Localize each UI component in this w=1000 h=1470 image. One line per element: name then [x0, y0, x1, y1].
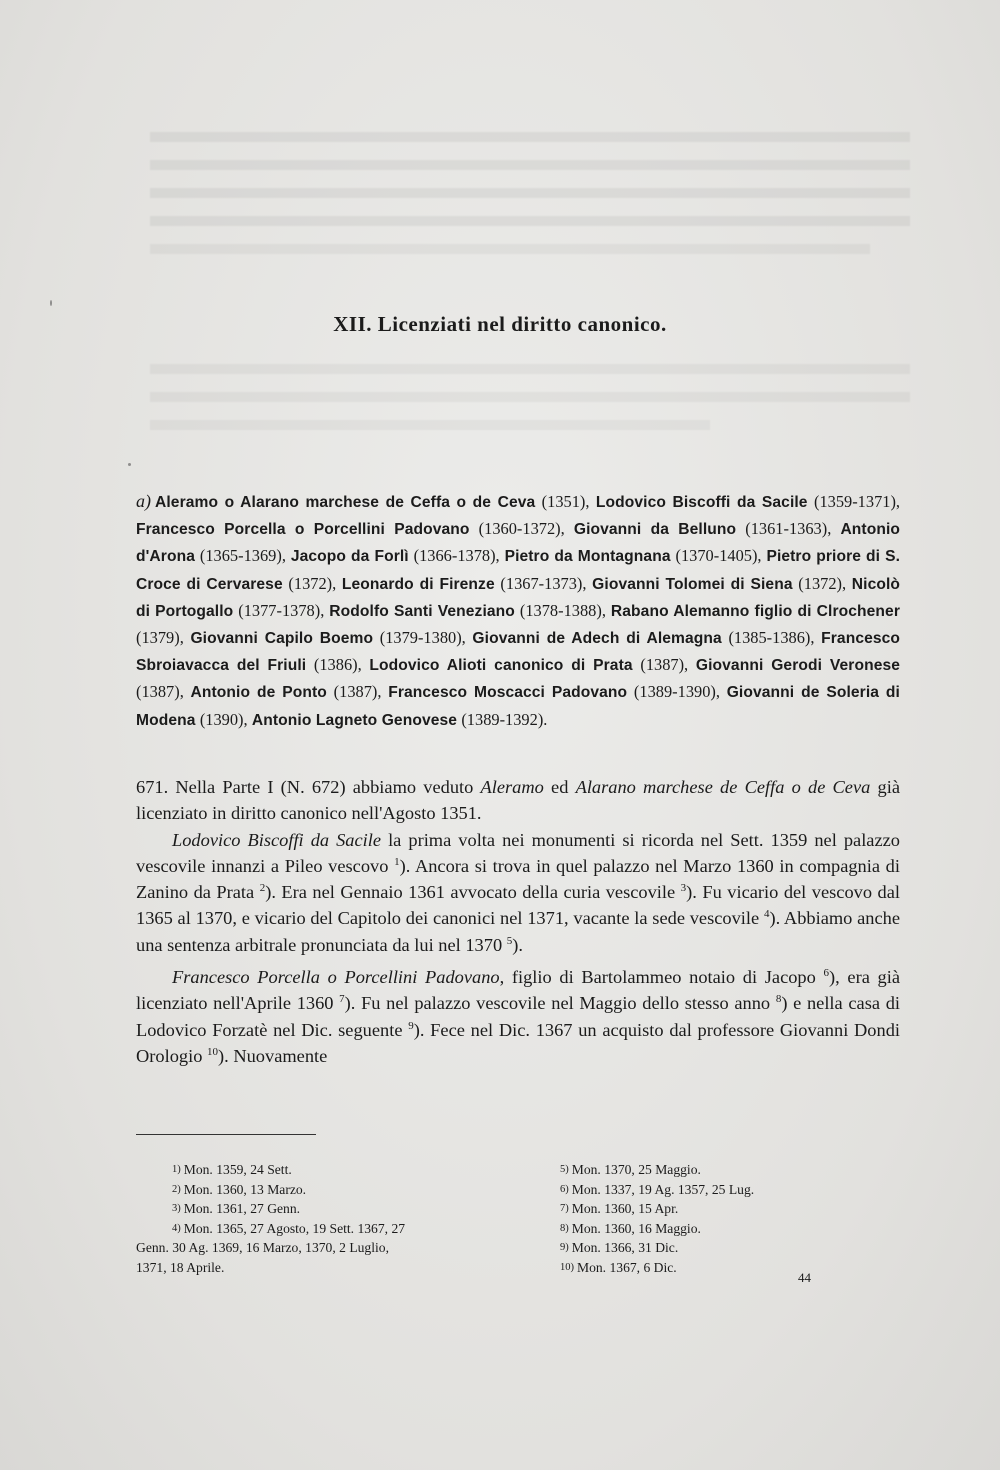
- licentiate-dates: (1387),: [136, 682, 184, 702]
- licentiate-dates: (1387),: [640, 655, 689, 675]
- licentiate-name: Antonio de Ponto: [190, 684, 327, 702]
- text-run: ), era già licenziato nell'Aprile 1360: [136, 967, 901, 1014]
- licentiate-dates: (1360-1372),: [478, 519, 565, 539]
- italic-name: Lodovico Biscoffi da Sacile: [172, 829, 382, 850]
- footnote: [136, 1180, 506, 1200]
- licentiate-name: Giovanni de Soleria di Modena: [136, 684, 900, 729]
- licentiate-name: Leonardo di Firenze: [341, 575, 495, 593]
- footnote-text: Mon. 1365, 27 Agosto, 19 Sett. 1367, 27: [183, 1220, 406, 1236]
- text-run: ). Ancora si trova in quel palazzo nel Marzo 1360 in compagnia di Zanino da Prata: [136, 855, 900, 903]
- licentiate-name: Lodovico Alioti canonico di Prata: [369, 657, 633, 675]
- footnote-text: Mon. 1370, 25 Maggio.: [571, 1162, 701, 1177]
- footnote-text: Mon. 1361, 27 Genn.: [183, 1201, 301, 1217]
- italic-name: Aleramo: [480, 777, 544, 797]
- licentiate-dates: (1377-1378),: [238, 600, 325, 620]
- footnote: [136, 1160, 506, 1180]
- text-run: 671. Nella Parte I (N. 672) abbiamo veduto: [136, 777, 481, 797]
- licentiate-name: Giovanni da Belluno: [573, 521, 737, 539]
- footnote: [136, 1219, 506, 1239]
- footnote: [560, 1199, 840, 1219]
- text-run: , figlio di Bartolammeo notaio di Jacopo: [499, 967, 824, 988]
- footnote-text: Mon. 1360, 13 Marzo.: [183, 1181, 307, 1197]
- text-run: già licenziato in diritto canonico nell'Agosto 1351.: [136, 777, 900, 824]
- footnote-ref[interactable]: 7: [339, 993, 345, 1006]
- footnote: [560, 1180, 840, 1200]
- licentiate-name: Francesco Porcella o Porcellini Padovano: [136, 521, 470, 539]
- footnote-number: 9): [560, 1242, 569, 1254]
- licentiate-name: Rodolfo Santi Veneziano: [329, 602, 515, 620]
- text-run: ) e nella casa di Lodovico Forzatè nel Dic. seguente: [136, 993, 900, 1040]
- footnote-ref[interactable]: 4: [763, 908, 770, 921]
- licentiate-name: Giovanni Capilo Boemo: [190, 630, 374, 648]
- licentiate-dates: (1372),: [288, 573, 337, 593]
- list-label: a): [136, 491, 151, 511]
- bleed-through-2: [150, 350, 910, 450]
- footnote-number: 10): [560, 1261, 574, 1273]
- italic-name: Francesco Porcella o Porcellini Padovano: [172, 967, 500, 988]
- footnote-text: Mon. 1359, 24 Sett.: [183, 1162, 292, 1177]
- footnote-text: Mon. 1360, 16 Maggio.: [571, 1220, 701, 1236]
- paragraph-671: [136, 774, 900, 827]
- licentiate-dates: (1385-1386),: [728, 628, 815, 648]
- footnote-ref[interactable]: 8: [775, 993, 782, 1006]
- footnote: [136, 1238, 506, 1258]
- footnote-number: 4): [172, 1222, 181, 1234]
- text-run: ). Fu nel palazzo vescovile nel Maggio dello stesso anno: [344, 993, 776, 1014]
- licentiate-dates: (1366-1378),: [413, 546, 500, 566]
- licentiate-name: Giovanni Gerodi Veronese: [695, 657, 901, 675]
- section-heading: XII. Licenziati nel diritto canonico.: [333, 312, 667, 336]
- licentiate-name: Rabano Alemanno figlio di Clrochener: [610, 602, 900, 620]
- licentiate-dates: (1367-1373),: [500, 573, 587, 593]
- footnote-ref[interactable]: 9: [408, 1019, 414, 1032]
- footnote: [136, 1258, 506, 1278]
- licentiate-dates: (1379),: [136, 628, 184, 648]
- paragraph-biscoffi: [136, 827, 900, 958]
- body-text: [136, 774, 900, 1069]
- licentiate-name: Antonio Lagneto Genovese: [251, 711, 458, 729]
- licentiate-name: Lodovico Biscoffi da Sacile: [595, 494, 808, 511]
- licentiate-name: Pietro priore di S. Croce di Cervarese: [136, 548, 901, 593]
- footnote-number: 6): [560, 1183, 569, 1195]
- footnote: [560, 1238, 840, 1258]
- licentiate-dates: (1372),: [798, 573, 847, 593]
- licentiate-dates: (1386),: [313, 655, 362, 675]
- footnote-ref[interactable]: 10: [207, 1045, 219, 1058]
- footnote: [560, 1160, 840, 1180]
- licentiate-dates: (1351),: [541, 492, 590, 511]
- footnotes-right: [560, 1160, 840, 1278]
- licentiate-name: Jacopo da Forlì: [290, 548, 409, 566]
- text-run: ). Era nel Gennaio 1361 avvocato della curia vescovile: [265, 882, 681, 903]
- footnote-ref[interactable]: 3: [680, 882, 687, 895]
- footnote-text: Genn. 30 Ag. 1369, 16 Marzo, 1370, 2 Luglio,: [136, 1240, 389, 1256]
- licentiate-dates: (1389-1390),: [633, 682, 720, 702]
- licentiate-dates: (1361-1363),: [745, 519, 832, 539]
- text-run: ). Abbiamo anche una sentenza arbitrale pronunciata da lui nel 1370: [136, 908, 900, 955]
- footnotes-left: [136, 1160, 506, 1278]
- footnote-number: 1): [172, 1164, 181, 1175]
- bleed-through: [150, 120, 910, 290]
- footnote-ref[interactable]: 1: [394, 855, 400, 868]
- licentiate-name: Francesco Sbroiavacca del Friuli: [136, 630, 901, 675]
- footnote-divider: [136, 1134, 316, 1135]
- licentiate-dates: (1378-1388),: [519, 600, 606, 620]
- text-run: ed: [543, 777, 576, 797]
- licentiate-dates: (1390),: [199, 709, 248, 729]
- licentiate-dates: (1387),: [333, 682, 382, 702]
- licentiate-dates: (1389-1392).: [461, 709, 548, 729]
- licentiate-name: Giovanni Tolomei di Siena: [592, 575, 793, 593]
- paragraph-porcella: [136, 964, 900, 1069]
- footnote-ref[interactable]: 2: [259, 882, 266, 895]
- licentiate-name: Antonio d'Arona: [136, 521, 901, 566]
- footnote-number: 5): [560, 1164, 569, 1175]
- licentiate-name: Francesco Moscacci Padovano: [388, 684, 628, 702]
- footnote-ref[interactable]: 5: [506, 934, 513, 947]
- ink-speck: [50, 300, 52, 306]
- text-run: ). Nuovamente: [218, 1045, 328, 1066]
- text-run: ). Fece nel Dic. 1367 un acquisto dal professore Giovanni Dondi Orologio: [136, 1019, 901, 1066]
- text-run: ).: [512, 934, 523, 955]
- footnote-text: Mon. 1337, 19 Ag. 1357, 25 Lug.: [571, 1181, 755, 1197]
- footnote: [560, 1219, 840, 1239]
- licentiate-name: Giovanni de Adech di Alemagna: [472, 630, 722, 648]
- licentiate-dates: (1359-1371),: [813, 492, 901, 511]
- licentiate-dates: (1365-1369),: [199, 546, 286, 566]
- licentiate-name: Nicolò di Portogallo: [136, 575, 901, 620]
- licentiate-dates: (1379-1380),: [379, 628, 466, 648]
- page-number: 44: [798, 1270, 811, 1285]
- footnote-number: 8): [560, 1222, 569, 1234]
- footnote-text: Mon. 1360, 15 Apr.: [571, 1201, 679, 1217]
- footnote-ref[interactable]: 6: [823, 966, 830, 979]
- footnote-number: 3): [172, 1203, 181, 1215]
- licentiate-name: Pietro da Montagnana: [504, 548, 671, 566]
- text-run: la prima volta nei monumenti si ricorda nel Sett. 1359 nel palazzo vescovile innanzi a Pileo vescovo: [136, 829, 900, 876]
- italic-name: Alarano marchese de Ceffa o de Ceva: [575, 777, 871, 797]
- ink-speck: [128, 463, 131, 466]
- footnote-text: Mon. 1366, 31 Dic.: [571, 1240, 679, 1256]
- licentiate-dates: (1370-1405),: [675, 546, 762, 566]
- licentiate-name: Aleramo o Alarano marchese de Ceffa o de Ceva: [155, 494, 536, 511]
- footnote-text: 1371, 18 Aprile.: [136, 1259, 225, 1275]
- footnote: [136, 1199, 506, 1219]
- footnote-number: 2): [172, 1183, 181, 1195]
- licentiates-list: [136, 488, 900, 734]
- footnote-text: Mon. 1367, 6 Dic.: [577, 1259, 677, 1275]
- footnote-number: 7): [560, 1203, 569, 1215]
- text-run: ). Fu vicario del vescovo dal 1365 al 1370, e vicario del Capitolo dei canonici nel 1371, vacante la sede vescovile: [136, 882, 900, 929]
